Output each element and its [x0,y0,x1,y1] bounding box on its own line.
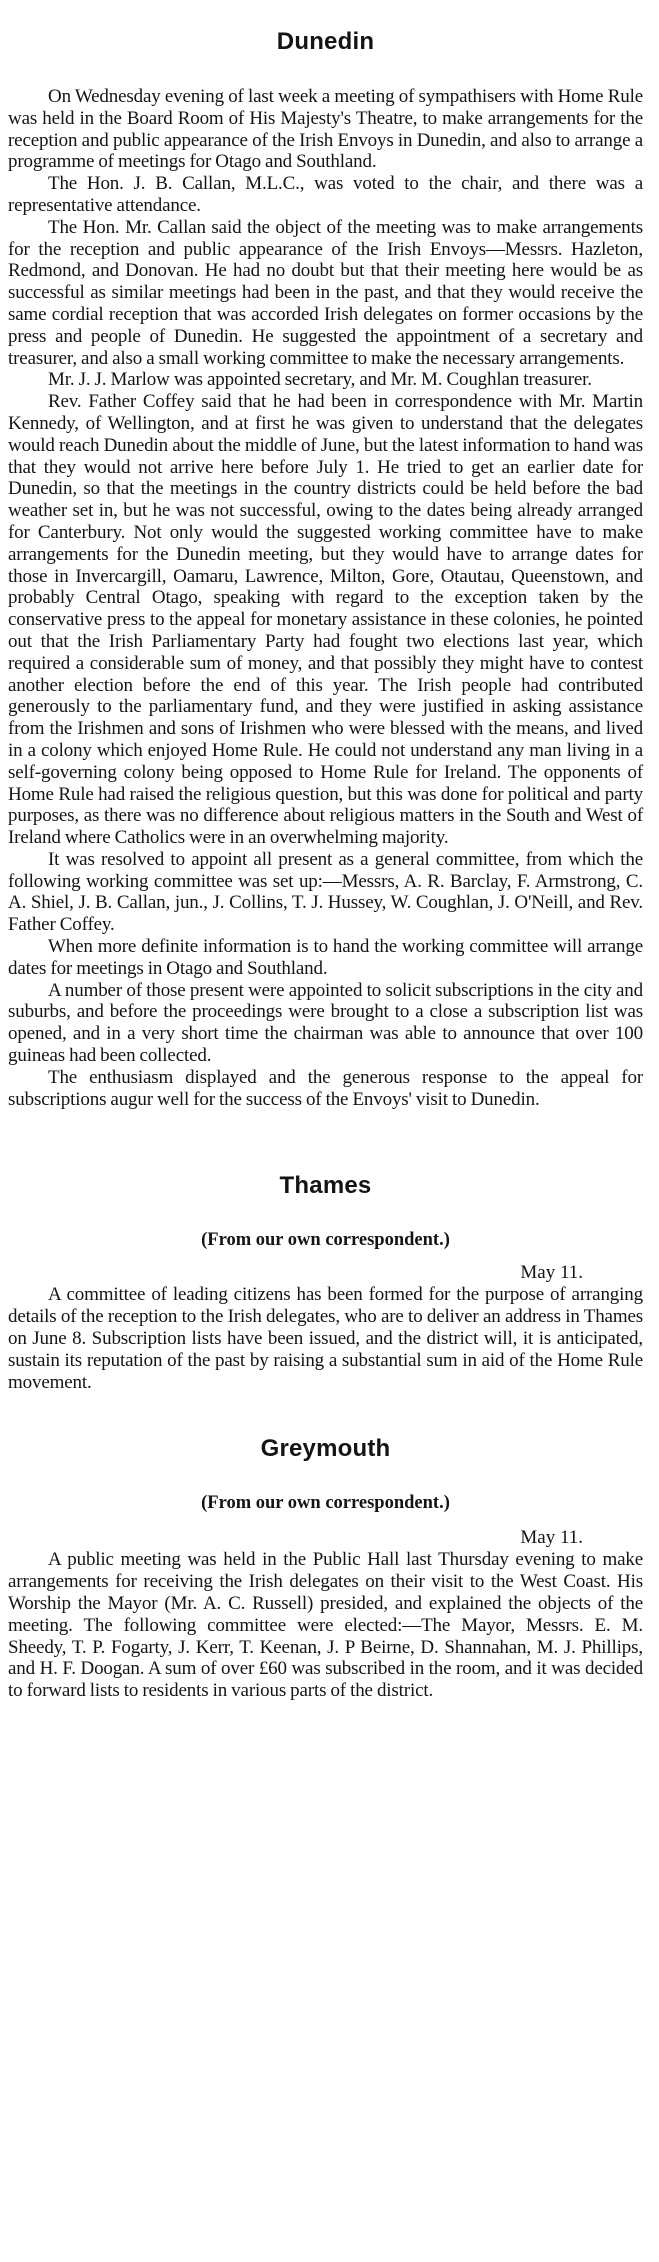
dispatch-date: May 11. [520,1527,583,1549]
correspondent-dateline: (From our own correspondent.) [201,1493,450,1514]
paragraph: A number of those present were appointed to solicit subscriptions in the city and suburbs, and before the proceedings were brought to a close a subscription list was opened, and in a very short time the chairman was able to announce that over 100 guineas had been collected. [8,979,643,1067]
paragraph: A committee of leading citizens has been formed for the purpose of arranging details of the reception to the Irish delegates, who are to deliver an address in Thames on June 8. Subscription lists have been issued, and the district will, it is anticipated, sustain its reputation of the past by raising a substantial sum in aid of the Home Rule movement. [8,1284,643,1393]
section-title-thames: Thames [279,1172,372,1200]
paragraph: A public meeting was held in the Public Hall last Thursday evening to make arrangements for receiving the Irish delegates on their visit to the West Coast. His Worship the Mayor (Mr. A. C. Russell) presided, and explained the objects of the meeting. The following committee were elected:—The Mayor, Messrs. E. M. Sheedy, T. P. Fogarty, J. Kerr, T. Keenan, J. P Beirne, D. Shannahan, M. J. Phillips, and H. F. Doogan. A sum of over £60 was subscribed in the room, and it was decided to forward lists to residents in various parts of the district. [8,1549,643,1702]
paragraph: On Wednesday evening of last week a meeting of sympathisers with Home Rule was held in the Board Room of His Majesty's Theatre, to make arrangements for the reception and public appearance of the Irish Envoys in Dunedin, and also to arrange a programme of meetings for Otago and Southland. [8,86,643,173]
paragraph: When more definite information is to hand the working committee will arrange dates for meetings in Otago and Southland. [8,936,643,979]
section-title-greymouth: Greymouth [260,1435,391,1463]
section-title-dunedin: Dunedin [276,28,375,55]
dunedin-section [8,0,643,1110]
paragraph: Rev. Father Coffey said that he had been in correspondence with Mr. Martin Kennedy, of Wellington, and at first he was given to understand that the delegates would reach Dunedin about the middle of June, but the latest information to hand was that they would not arrive here before July 1. He tried to get an earlier date for Dunedin, so that the meetings in the country districts could be held before the bad weather set in, but he was not successful, owing to the dates being already arranged for Canterbury. Not only would the suggested working committee have to make arrangements for the Dunedin meeting, but they would have to arrange dates for those in Invercargill, Oamaru, Lawrence, Milton, Gore, Otautau, Queenstown, and probably Central Otago, speaking with regard to the exception taken by the conservative press to the appeal for monetary assistance in these colonies, he pointed out that the Irish Parliamentary Party had fought two elections last year, which required a considerable sum of money, and that possibly they might have to contest another election before the end of this year. The Irish people had contributed generously to the parliamentary fund, and they were justified in asking assistance from the Irishmen and sons of Irishmen who were blessed with the means, and lived in a colony which enjoyed Home Rule. He could not understand any man living in a self-governing colony being opposed to Home Rule for Ireland. The opponents of Home Rule had raised the religious question, but this was done for political and party purposes, as there was no difference about religious matters in the South and West of Ireland where Catholics were in an overwhelming majority. [8,391,643,849]
paragraph: The Hon. Mr. Callan said the object of the meeting was to make arrangements for the reception and public appearance of the Irish Envoys—Messrs. Hazleton, Redmond, and Donovan. He had no doubt but that their meeting here would be as successful as similar meetings had been in the past, and that they would receive the same cordial reception that was accorded Irish delegates on former occasions by the press and people of Dunedin. He suggested the appointment of a secretary and treasurer, and also a small working committee to make the necessary arrangements. [8,216,643,369]
paragraph: Mr. J. J. Marlow was appointed secretary, and Mr. M. Coughlan treasurer. [48,369,592,391]
dispatch-date: May 11. [520,1262,583,1284]
greymouth-section [8,1435,643,1702]
paragraph: The enthusiasm displayed and the generous response to the appeal for subscriptions augur well for the success of the Envoys' visit to Dunedin. [8,1066,643,1110]
correspondent-dateline: (From our own correspondent.) [201,1230,450,1251]
thames-section [8,1172,643,1393]
paragraph: The Hon. J. B. Callan, M.L.C., was voted to the chair, and there was a representative attendance. [8,173,643,216]
dunedin-body [8,86,643,1110]
paragraph: It was resolved to appoint all present as a general committee, from which the following working committee was set up:—Messrs, A. R. Barclay, F. Armstrong, C. A. Shiel, J. B. Callan, jun., J. Collins, T. J. Hussey, W. Coughlan, J. O'Neill, and Rev. Father Coffey. [8,848,643,936]
